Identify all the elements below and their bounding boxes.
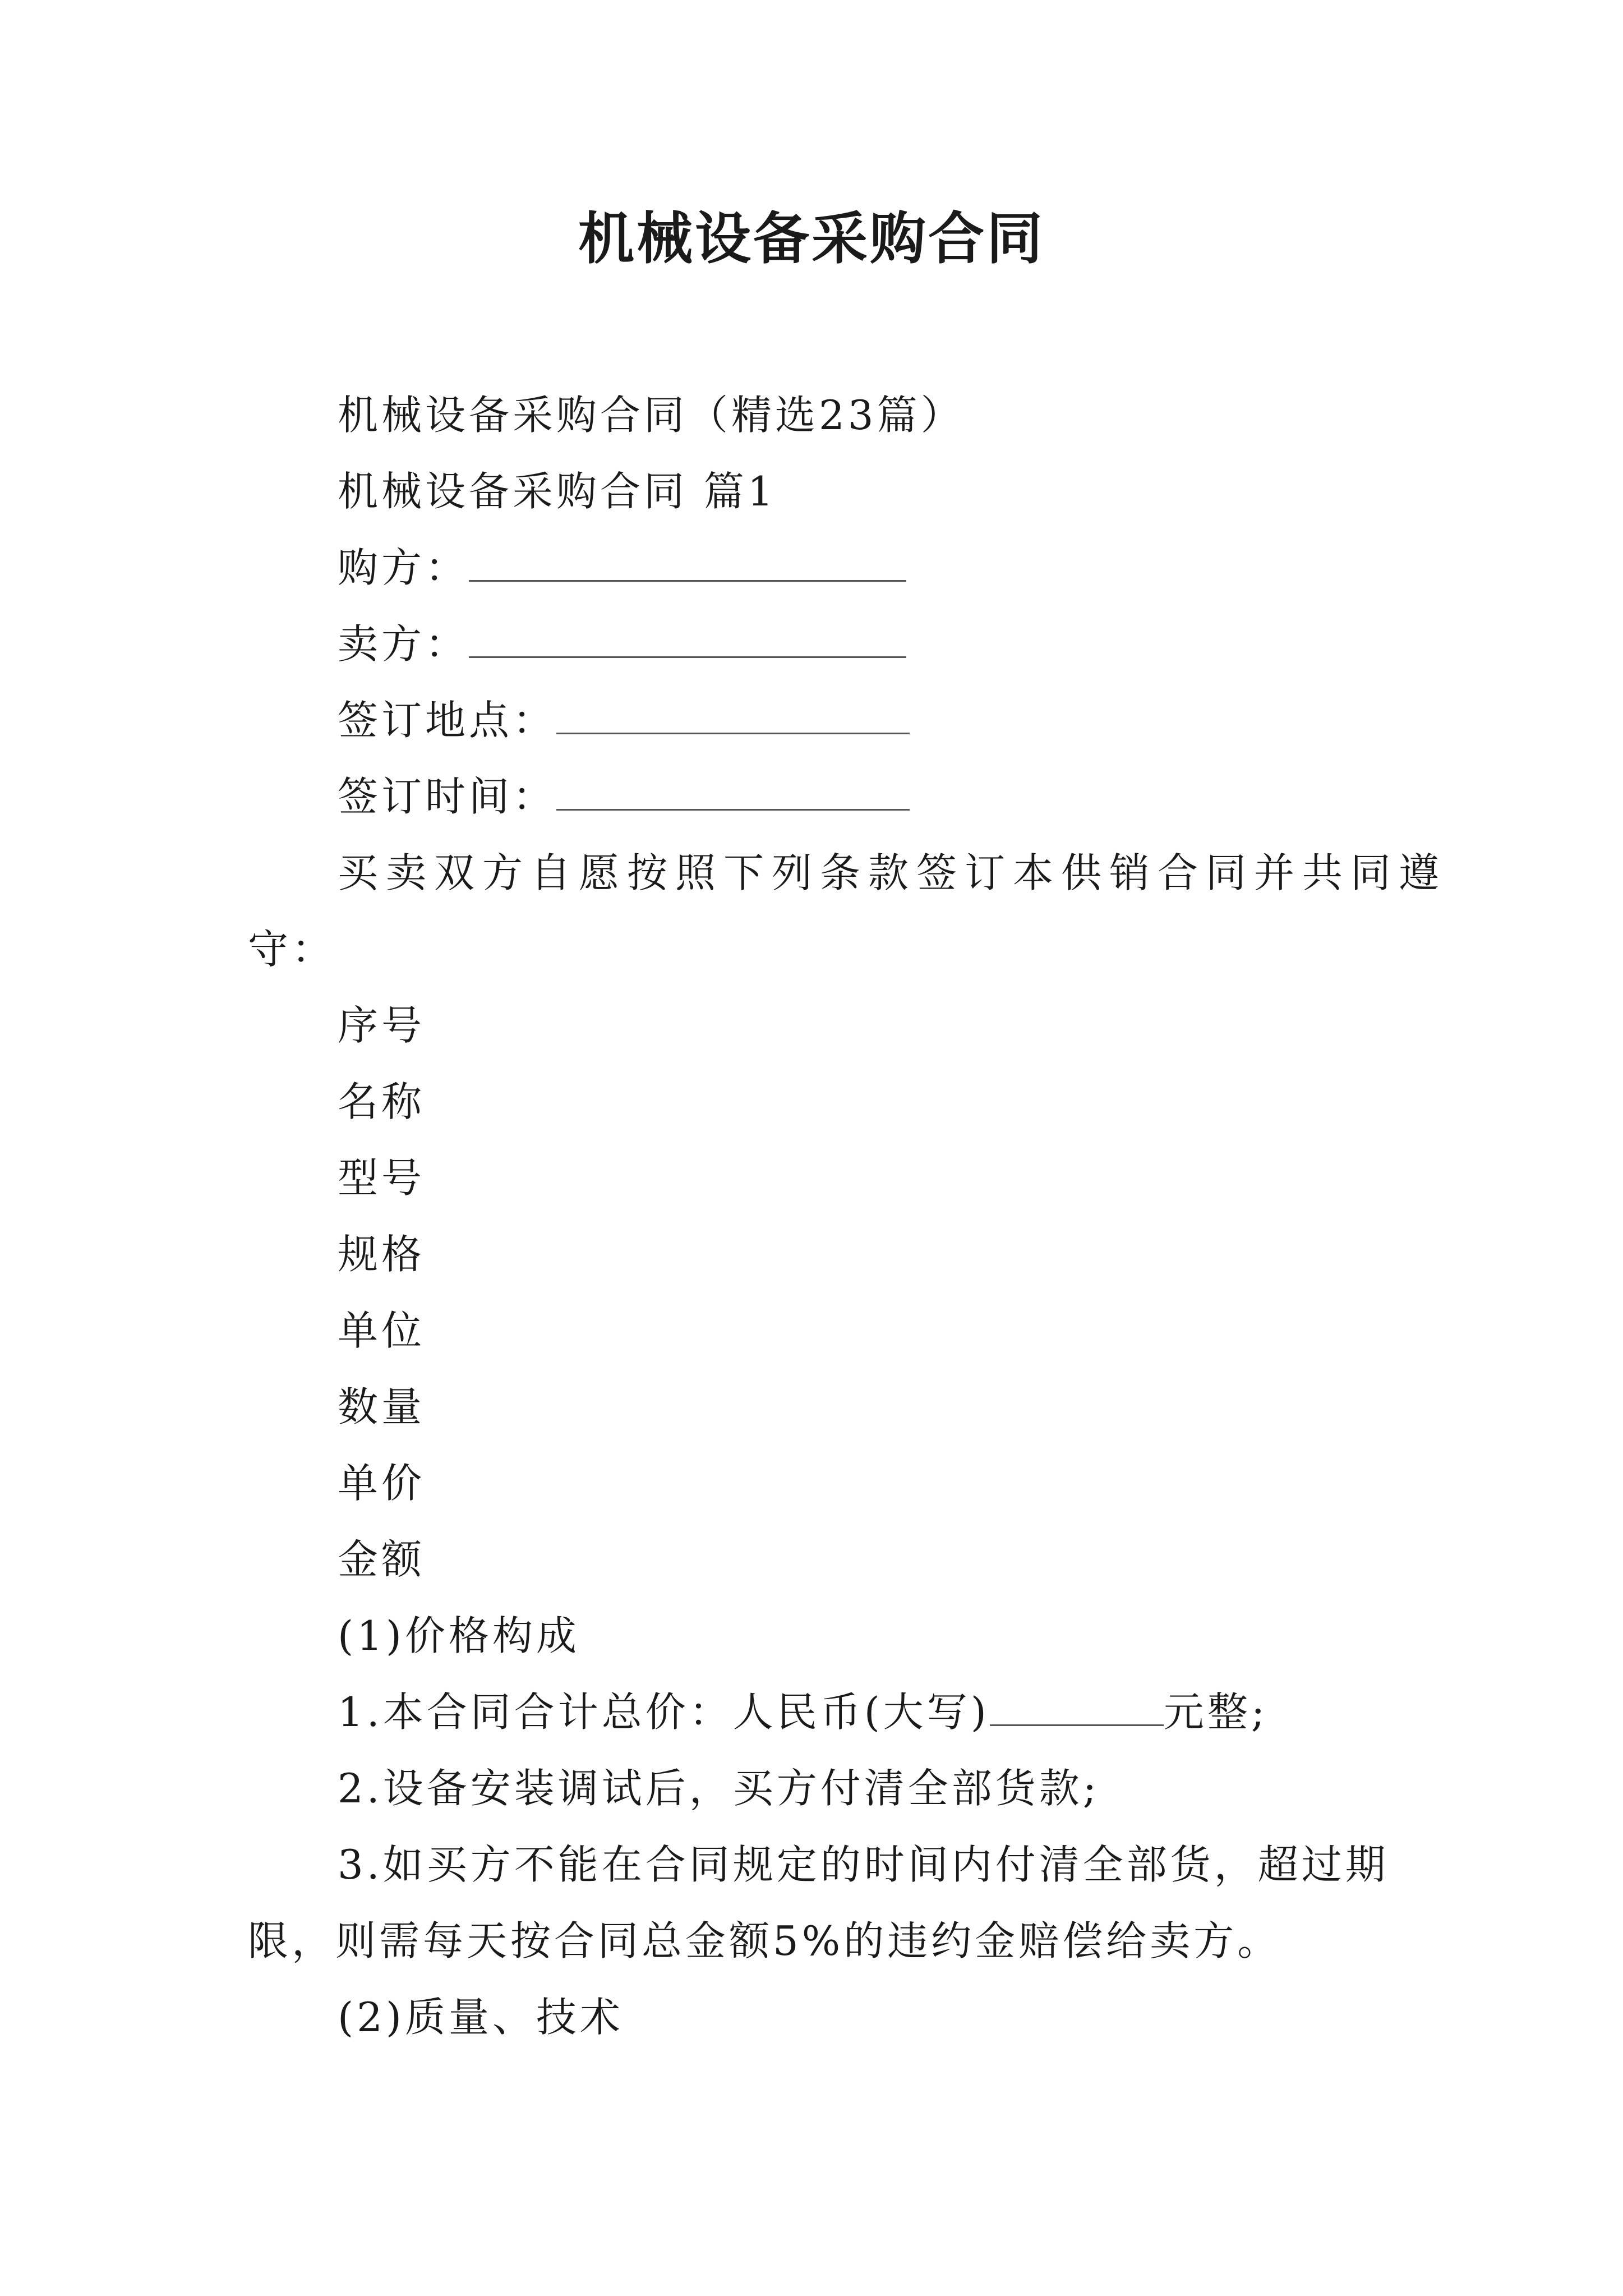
section-heading: 机械设备采购合同 篇1 — [338, 468, 777, 515]
buyer-label: 购方： — [338, 544, 469, 591]
seller-field — [338, 616, 906, 672]
item-1 — [338, 1684, 1268, 1740]
item-3-line-2: 限，则需每天按合同总金额5%的违约金赔偿给卖方。 — [248, 1917, 1281, 1964]
seller-label: 卖方： — [338, 620, 469, 668]
time-blank[interactable] — [556, 770, 910, 811]
quality-section-heading: (2)质量、技术 — [338, 1994, 624, 2041]
buyer-blank[interactable] — [469, 541, 906, 582]
item-1-suffix: 元整; — [1163, 1688, 1269, 1736]
item-3-line-1: 3.如买方不能在合同规定的时间内付清全部货，超过期 — [338, 1841, 1389, 1888]
intro-line-1: 买卖双方自愿按照下列条款签订本供销合同并共同遵 — [338, 849, 1447, 896]
price-section-heading: (1)价格构成 — [338, 1612, 580, 1659]
time-field — [338, 769, 910, 825]
place-field — [338, 692, 910, 748]
table-header-2: 型号 — [338, 1154, 426, 1202]
intro-line-2: 守： — [248, 926, 336, 973]
buyer-field — [338, 540, 906, 596]
document-title: 机械设备采购合同 — [578, 205, 1045, 272]
item-1-prefix: 1.本合同合计总价：人民币(大写) — [338, 1688, 990, 1736]
table-header-4: 单位 — [338, 1307, 426, 1354]
table-header-1: 名称 — [338, 1078, 426, 1125]
seller-blank[interactable] — [469, 617, 906, 658]
place-label: 签订地点： — [338, 697, 557, 744]
amount-blank[interactable] — [990, 1685, 1164, 1726]
place-blank[interactable] — [556, 693, 910, 734]
table-header-7: 金额 — [338, 1536, 426, 1583]
table-header-6: 单价 — [338, 1460, 426, 1507]
document-subtitle: 机械设备采购合同（精选23篇） — [338, 392, 965, 439]
table-header-3: 规格 — [338, 1231, 426, 1278]
time-label: 签订时间： — [338, 773, 557, 820]
item-2: 2.设备安装调试后，买方付清全部货款; — [338, 1765, 1100, 1812]
table-header-5: 数量 — [338, 1383, 426, 1430]
table-header-0: 序号 — [338, 1002, 426, 1049]
